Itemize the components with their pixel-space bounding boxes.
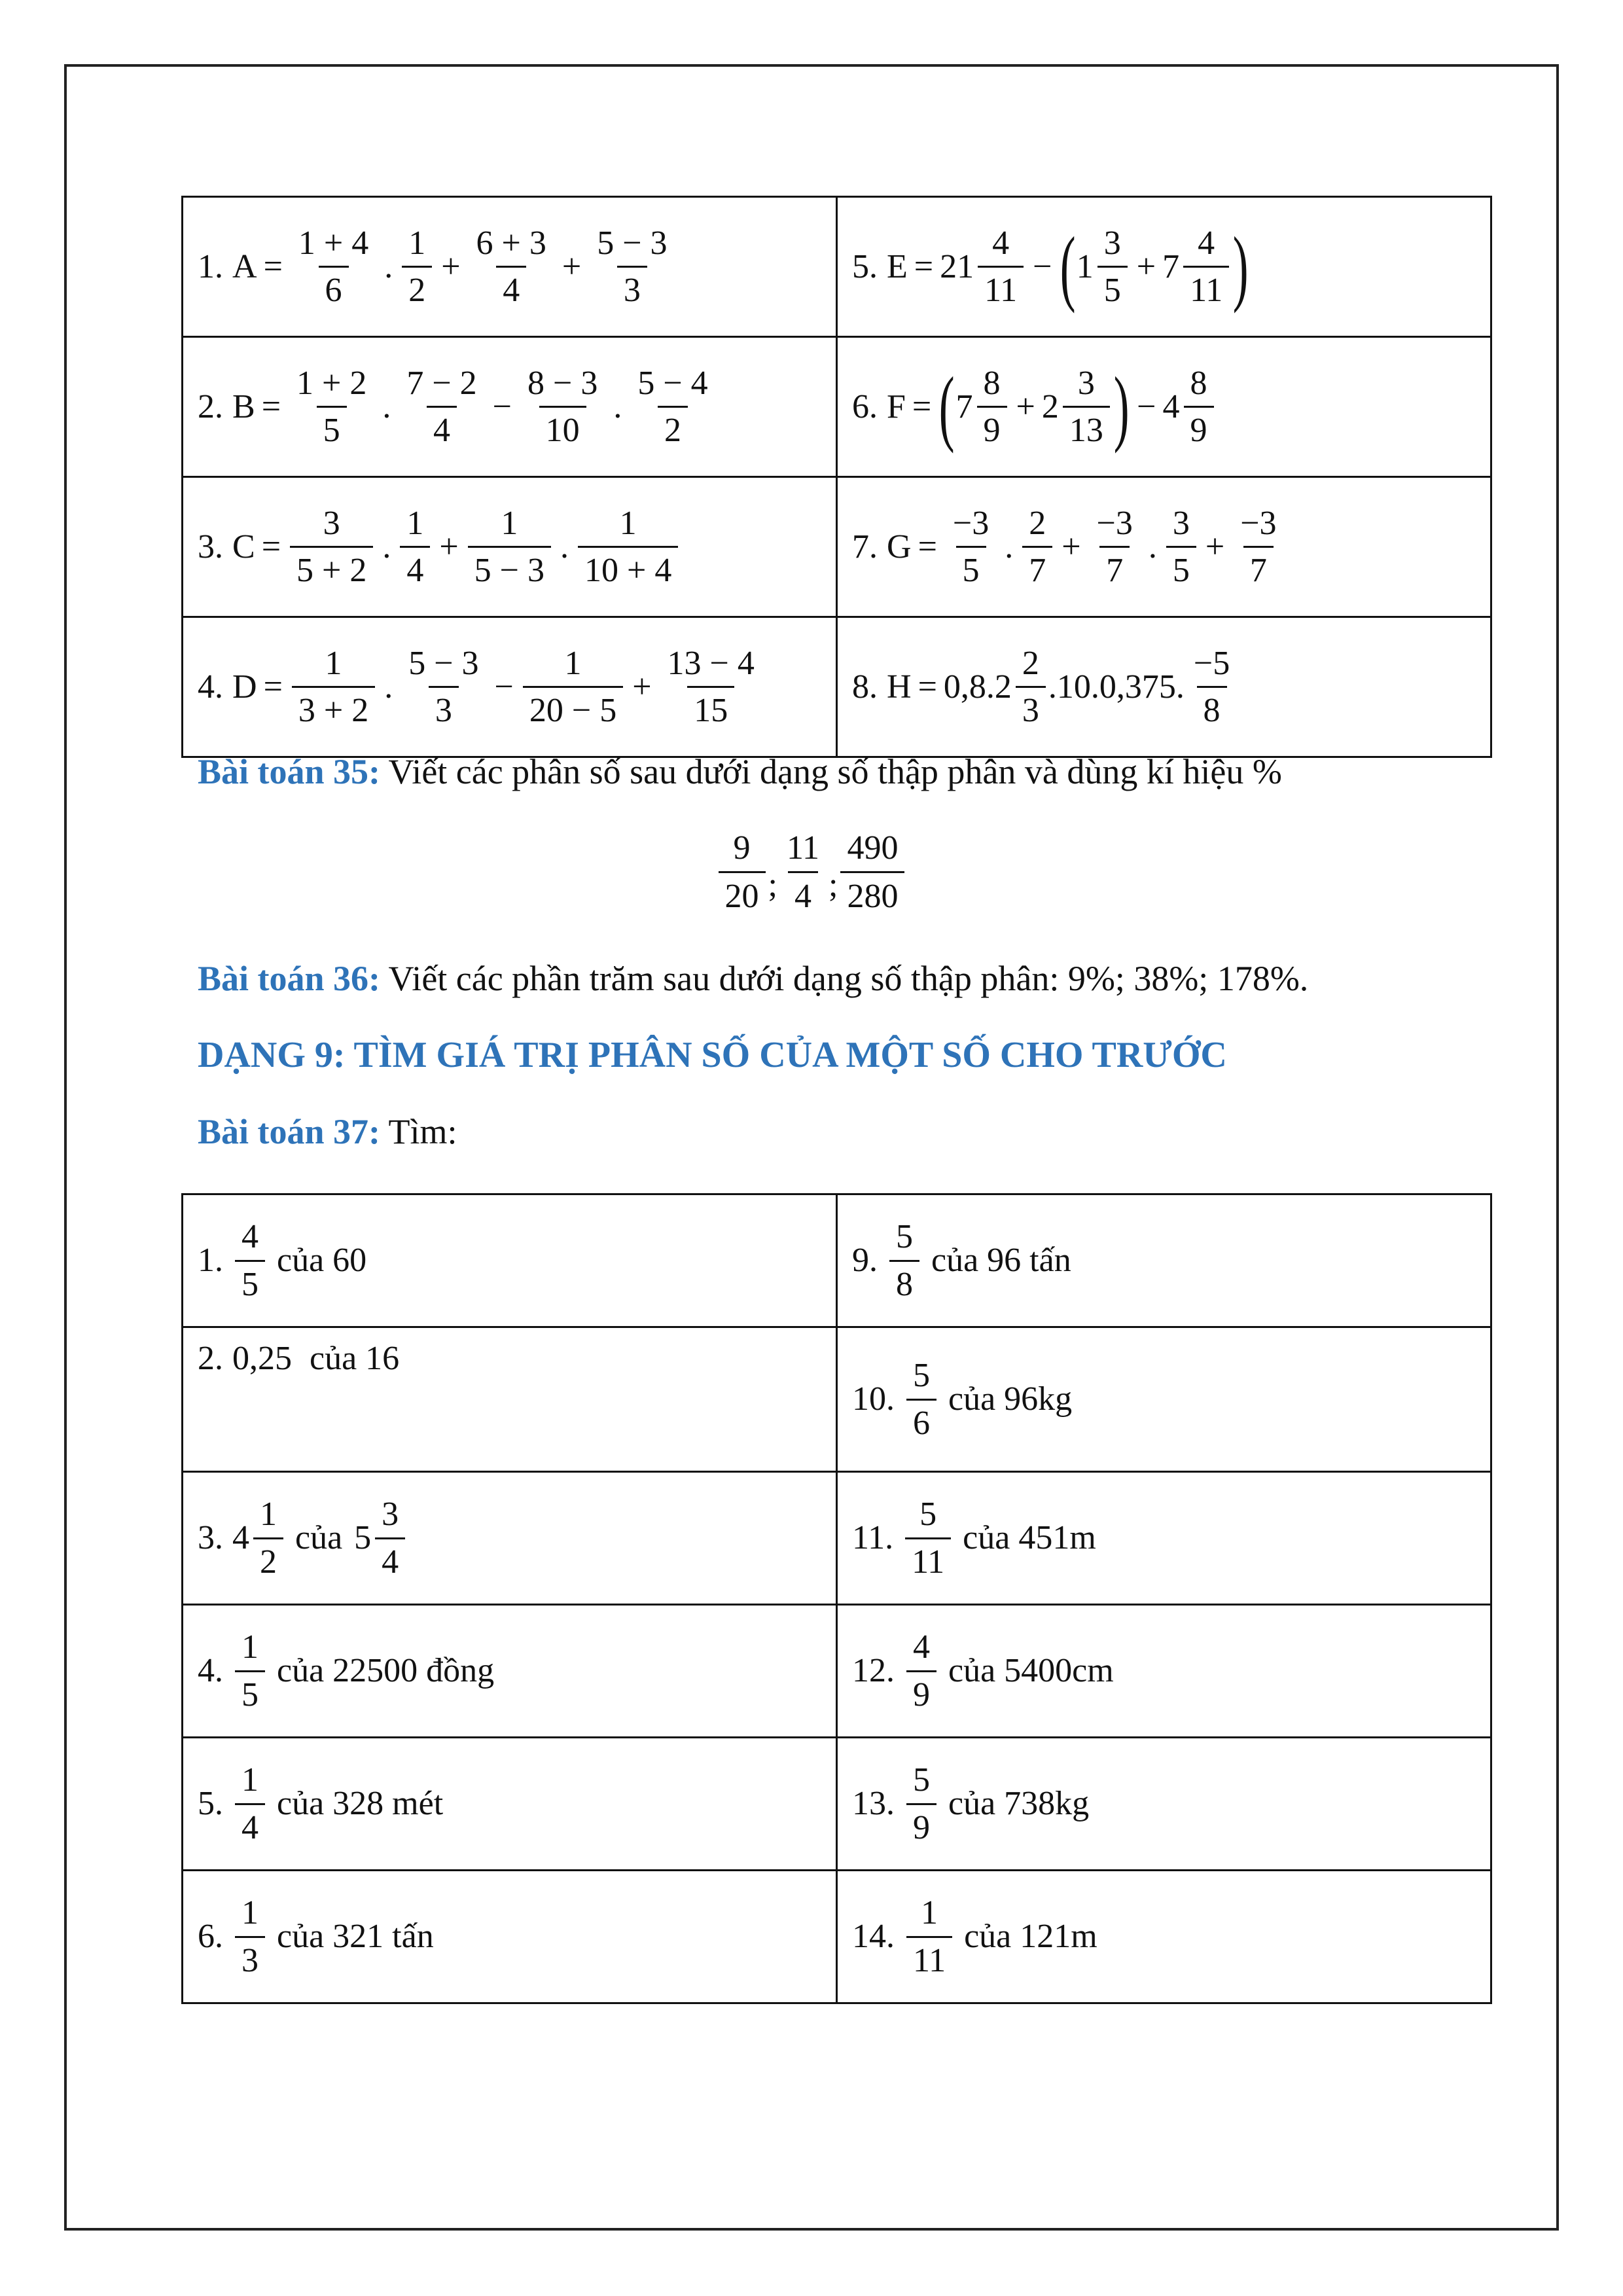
denominator: 11 <box>978 266 1024 309</box>
operator: + <box>1061 528 1081 565</box>
description-text: của 96 tấn <box>931 1242 1071 1280</box>
item-number: 7. <box>852 528 878 565</box>
find-cell <box>183 1194 837 1327</box>
fraction <box>1063 365 1110 449</box>
fraction <box>905 1496 951 1580</box>
denominator: 20 − 5 <box>523 686 623 729</box>
denominator: 9 <box>906 1803 936 1846</box>
denominator: 2 <box>253 1537 283 1581</box>
numerator: 3 <box>1077 364 1095 402</box>
problem-36-text: Viết các phần trăm sau dưới dạng số thập phân: 9%; 38%; 178%. <box>380 959 1309 998</box>
find-cell <box>837 1738 1491 1871</box>
whole-part: 7 <box>1162 247 1180 285</box>
denominator: 9 <box>906 1670 936 1713</box>
fraction <box>292 645 375 729</box>
mixed-number <box>1042 365 1113 449</box>
denominator: 5 <box>1097 266 1128 309</box>
fraction <box>468 505 551 589</box>
fraction <box>906 1761 936 1846</box>
operator: + <box>1136 247 1156 285</box>
description-text: của 96kg <box>948 1380 1073 1418</box>
fraction <box>906 1894 952 1979</box>
numerator: 4 <box>241 1218 259 1256</box>
denominator: 8 <box>889 1260 919 1303</box>
numerator: 4 <box>1198 224 1215 262</box>
mixed-number <box>995 645 1048 729</box>
denominator: 5 <box>1166 546 1196 589</box>
fraction <box>889 1218 919 1302</box>
operator: + <box>1016 387 1035 425</box>
fraction <box>578 505 678 589</box>
description-text: của 738kg <box>948 1785 1090 1823</box>
denominator: 15 <box>687 686 734 729</box>
calc-cell <box>837 197 1491 337</box>
parenthesis: ) <box>1113 359 1130 454</box>
denominator: 2 <box>402 266 432 309</box>
find-cell <box>183 1871 837 2003</box>
fraction <box>1184 365 1214 449</box>
numerator: 2 <box>1029 504 1046 542</box>
operator: − <box>1033 247 1052 285</box>
denominator: 5 <box>956 546 986 589</box>
numerator: 13 − 4 <box>667 644 755 682</box>
numerator: 3 <box>1103 224 1121 262</box>
numerator: 1 <box>241 1894 259 1932</box>
find-cell <box>837 1871 1491 2003</box>
find-cell <box>183 1327 837 1472</box>
fraction <box>402 224 432 309</box>
fraction <box>290 505 373 589</box>
description-text: của 328 mét <box>277 1785 444 1823</box>
item-number: 4. <box>198 1652 223 1690</box>
fraction <box>1097 224 1128 309</box>
numerator: 4 <box>913 1628 930 1666</box>
whole-part: 4 <box>1162 387 1180 425</box>
equals-sign: = <box>914 247 934 285</box>
numerator: 1 + 2 <box>296 364 367 402</box>
item-number: 9. <box>852 1242 878 1280</box>
variable-name: D <box>232 668 257 706</box>
denominator: 11 <box>906 1936 952 1979</box>
numerator: 7 − 2 <box>406 364 477 402</box>
table-row <box>183 617 1491 757</box>
variable-name: B <box>232 387 255 425</box>
item-number: 4. <box>198 668 223 706</box>
denominator: 4 <box>427 406 457 449</box>
item-number: 10. <box>852 1380 895 1418</box>
denominator: 5 <box>317 406 347 449</box>
fraction <box>375 1496 405 1580</box>
problem-36-label: Bài toán 36: <box>198 959 381 998</box>
denominator: 5 + 2 <box>290 546 373 589</box>
fraction <box>523 645 623 729</box>
find-cell <box>183 1605 837 1738</box>
denominator: 3 + 2 <box>292 686 375 729</box>
fraction <box>590 224 673 309</box>
mixed-number <box>1077 224 1130 309</box>
item-number: 1. <box>198 247 223 285</box>
whole-part: 7 <box>955 387 973 425</box>
variable-name: A <box>232 247 257 285</box>
mixed-number <box>1163 365 1217 449</box>
mixed-number <box>940 224 1026 309</box>
problem-35-text: Viết các phân số sau dưới dạng số thập phân và dùng kí hiệu % <box>380 752 1282 791</box>
calculation-table <box>181 196 1492 758</box>
table-row <box>183 1327 1491 1472</box>
description-text: của 22500 đồng <box>277 1652 495 1690</box>
numerator: 8 <box>1190 364 1207 402</box>
equals-sign: = <box>261 528 281 565</box>
section-heading: DẠNG 9: TÌM GIÁ TRỊ PHÂN SỐ CỦA MỘT SỐ CHO TRƯỚC <box>198 1035 1227 1075</box>
operator: . <box>382 528 391 565</box>
calc-cell <box>183 197 837 337</box>
item-number: 11. <box>852 1519 894 1557</box>
operator: + <box>1205 528 1225 565</box>
parenthesis: ( <box>938 359 955 454</box>
whole-part: 2 <box>994 668 1012 706</box>
separator: ; <box>829 867 838 904</box>
numerator: 6 + 3 <box>476 224 546 262</box>
denominator: 11 <box>905 1537 951 1581</box>
description-text: của 60 <box>277 1242 367 1280</box>
numerator: 1 + 4 <box>298 224 369 262</box>
fraction <box>946 505 995 589</box>
numerator: 8 <box>983 364 1001 402</box>
denominator: 4 <box>235 1803 265 1846</box>
fraction <box>470 224 553 309</box>
operator: . <box>384 668 393 706</box>
problem-37-label: Bài toán 37: <box>198 1112 381 1151</box>
operator: + <box>632 668 652 706</box>
numerator: 5 <box>913 1357 930 1395</box>
denominator: 7 <box>1022 546 1052 589</box>
fraction <box>400 505 430 589</box>
numerator: 3 <box>382 1496 399 1534</box>
fraction <box>1022 505 1052 589</box>
fraction <box>978 224 1024 309</box>
find-cell <box>837 1605 1491 1738</box>
find-cell <box>183 1738 837 1871</box>
expression-text: 0,8. <box>943 668 995 706</box>
find-cell <box>837 1327 1491 1472</box>
fraction: $\frac{11}{4}$ <box>786 829 820 915</box>
numerator: −3 <box>1096 504 1133 542</box>
numerator: 1 <box>501 504 518 542</box>
fraction <box>400 365 483 449</box>
denominator: 5 <box>235 1670 265 1713</box>
operator: . <box>1005 528 1014 565</box>
fraction: $\frac{490}{280}$ <box>840 829 904 916</box>
denominator: 11 <box>1183 266 1229 309</box>
fraction <box>1183 224 1229 309</box>
fraction <box>977 365 1007 449</box>
separator: ; <box>768 867 777 904</box>
calc-cell <box>837 337 1491 477</box>
denominator: 10 + 4 <box>578 546 678 589</box>
item-number: 5. <box>198 1785 223 1823</box>
variable-name: E <box>887 247 908 285</box>
numerator: 8 − 3 <box>527 364 598 402</box>
description-text: của 451m <box>963 1519 1096 1557</box>
equals-sign: = <box>263 668 283 706</box>
equals-sign: = <box>912 387 932 425</box>
equals-sign: = <box>918 668 937 706</box>
calc-cell <box>837 477 1491 617</box>
denominator: 4 <box>400 546 430 589</box>
fraction <box>1234 505 1283 589</box>
fraction <box>906 1357 936 1441</box>
item-number: 14. <box>852 1918 895 1956</box>
item-number: 3. <box>198 1519 223 1557</box>
whole-part: 21 <box>940 247 974 285</box>
fraction <box>402 645 485 729</box>
numerator: 1 <box>241 1761 259 1799</box>
item-number: 6. <box>198 1918 223 1956</box>
whole-part: 2 <box>1041 387 1059 425</box>
numerator: 1 <box>260 1496 277 1534</box>
problem-37-text: Tìm: <box>380 1112 457 1151</box>
description-text: của <box>295 1519 343 1557</box>
numerator: 2 <box>1022 644 1039 682</box>
denominator: 13 <box>1063 406 1110 449</box>
fraction <box>1166 505 1196 589</box>
fraction: $\frac{9}{20}$ <box>719 829 766 916</box>
whole-part: 4 <box>232 1519 249 1557</box>
item-number: 8. <box>852 668 878 706</box>
fraction <box>235 1894 265 1979</box>
numerator: 5 <box>913 1761 930 1799</box>
find-cell <box>837 1472 1491 1605</box>
mixed-number <box>1162 224 1232 309</box>
denominator: 4 <box>375 1537 405 1581</box>
numerator: 1 <box>564 644 582 682</box>
numerator: −3 <box>1240 504 1277 542</box>
denominator: 5 <box>235 1260 265 1303</box>
fraction <box>906 1628 936 1713</box>
fraction <box>1090 505 1139 589</box>
fraction <box>290 365 373 449</box>
operator: . <box>560 528 569 565</box>
denominator: 7 <box>1099 546 1130 589</box>
denominator: 7 <box>1243 546 1274 589</box>
numerator: 5 − 3 <box>408 644 479 682</box>
description-text: của 321 tấn <box>277 1918 434 1956</box>
operator: . <box>613 387 622 425</box>
fraction <box>521 365 604 449</box>
numerator: 3 <box>1172 504 1190 542</box>
item-number: 3. <box>198 528 223 565</box>
variable-name: G <box>887 528 912 565</box>
fraction <box>235 1628 265 1713</box>
numerator: 5 <box>919 1496 937 1534</box>
denominator: 3 <box>429 686 459 729</box>
item-number: 13. <box>852 1785 895 1823</box>
expression-text: .10.0,375. <box>1048 668 1185 706</box>
description-text: của 16 <box>310 1340 400 1377</box>
fraction <box>1016 645 1046 729</box>
problem-35 <box>198 751 1282 792</box>
numerator: 1 <box>406 504 424 542</box>
calc-cell <box>183 617 837 757</box>
problem-35-fractions <box>0 829 1623 916</box>
fraction <box>1187 645 1236 729</box>
denominator: 5 − 3 <box>468 546 551 589</box>
description-text: của 121m <box>964 1918 1097 1956</box>
numerator: 4 <box>992 224 1010 262</box>
operator: . <box>382 387 391 425</box>
equals-sign: = <box>261 387 281 425</box>
find-cell <box>183 1472 837 1605</box>
item-number: 6. <box>852 387 878 425</box>
variable-name: H <box>887 668 912 706</box>
item-number: 2. <box>198 387 223 425</box>
whole-part: 1 <box>1076 247 1094 285</box>
item-number: 2. <box>198 1340 223 1377</box>
denominator: 4 <box>496 266 526 309</box>
denominator: 9 <box>1184 406 1214 449</box>
table-row <box>183 1738 1491 1871</box>
description-text: của 5400cm <box>948 1652 1114 1690</box>
problem-37 <box>198 1111 457 1152</box>
operator: + <box>562 247 582 285</box>
numerator: −5 <box>1193 644 1230 682</box>
calc-cell <box>837 617 1491 757</box>
item-number: 12. <box>852 1652 895 1690</box>
fraction <box>235 1761 265 1846</box>
calc-cell <box>183 477 837 617</box>
table-row <box>183 1472 1491 1605</box>
numerator: 1 <box>325 644 342 682</box>
fraction <box>631 365 714 449</box>
numerator: −3 <box>952 504 990 542</box>
table-row <box>183 337 1491 477</box>
denominator: 6 <box>906 1399 936 1442</box>
table-row <box>183 1194 1491 1327</box>
denominator: 6 <box>319 266 349 309</box>
equals-sign: = <box>263 247 283 285</box>
problem-36 <box>198 958 1308 999</box>
find-table <box>181 1193 1492 2004</box>
table-row <box>183 1871 1491 2003</box>
denominator: 3 <box>1016 686 1046 729</box>
table-row <box>183 1605 1491 1738</box>
numerator: 1 <box>241 1628 259 1666</box>
fraction <box>235 1218 265 1302</box>
operator: . <box>1148 528 1157 565</box>
operator: − <box>492 387 512 425</box>
denominator: 2 <box>658 406 688 449</box>
denominator: 9 <box>977 406 1007 449</box>
numerator: 5 − 3 <box>597 224 668 262</box>
table-row <box>183 477 1491 617</box>
fraction <box>253 1496 283 1580</box>
parenthesis: ( <box>1060 219 1076 314</box>
numerator: 5 <box>896 1218 913 1256</box>
fraction <box>292 224 375 309</box>
denominator: 3 <box>617 266 647 309</box>
whole-part: 5 <box>354 1519 372 1557</box>
variable-name: F <box>887 387 906 425</box>
numerator: 5 − 4 <box>637 364 708 402</box>
parenthesis: ) <box>1232 219 1249 314</box>
denominator: 10 <box>539 406 586 449</box>
table-row <box>183 197 1491 337</box>
item-number: 5. <box>852 247 878 285</box>
item-number: 1. <box>198 1242 223 1280</box>
operator: − <box>494 668 514 706</box>
find-cell <box>837 1194 1491 1327</box>
operator: . <box>384 247 393 285</box>
numerator: 3 <box>323 504 340 542</box>
equals-sign: = <box>918 528 937 565</box>
variable-name: C <box>232 528 255 565</box>
operator: + <box>439 528 459 565</box>
operator: + <box>441 247 461 285</box>
decimal-value: 0,25 <box>232 1340 292 1377</box>
denominator: 8 <box>1197 686 1227 729</box>
mixed-number <box>956 365 1010 449</box>
numerator: 1 <box>408 224 426 262</box>
calc-cell <box>183 337 837 477</box>
denominator: 3 <box>235 1936 265 1979</box>
numerator: 1 <box>619 504 637 542</box>
operator: − <box>1137 387 1156 425</box>
fraction <box>661 645 761 729</box>
numerator: 1 <box>921 1894 938 1932</box>
problem-35-label: Bài toán 35: <box>198 752 381 791</box>
